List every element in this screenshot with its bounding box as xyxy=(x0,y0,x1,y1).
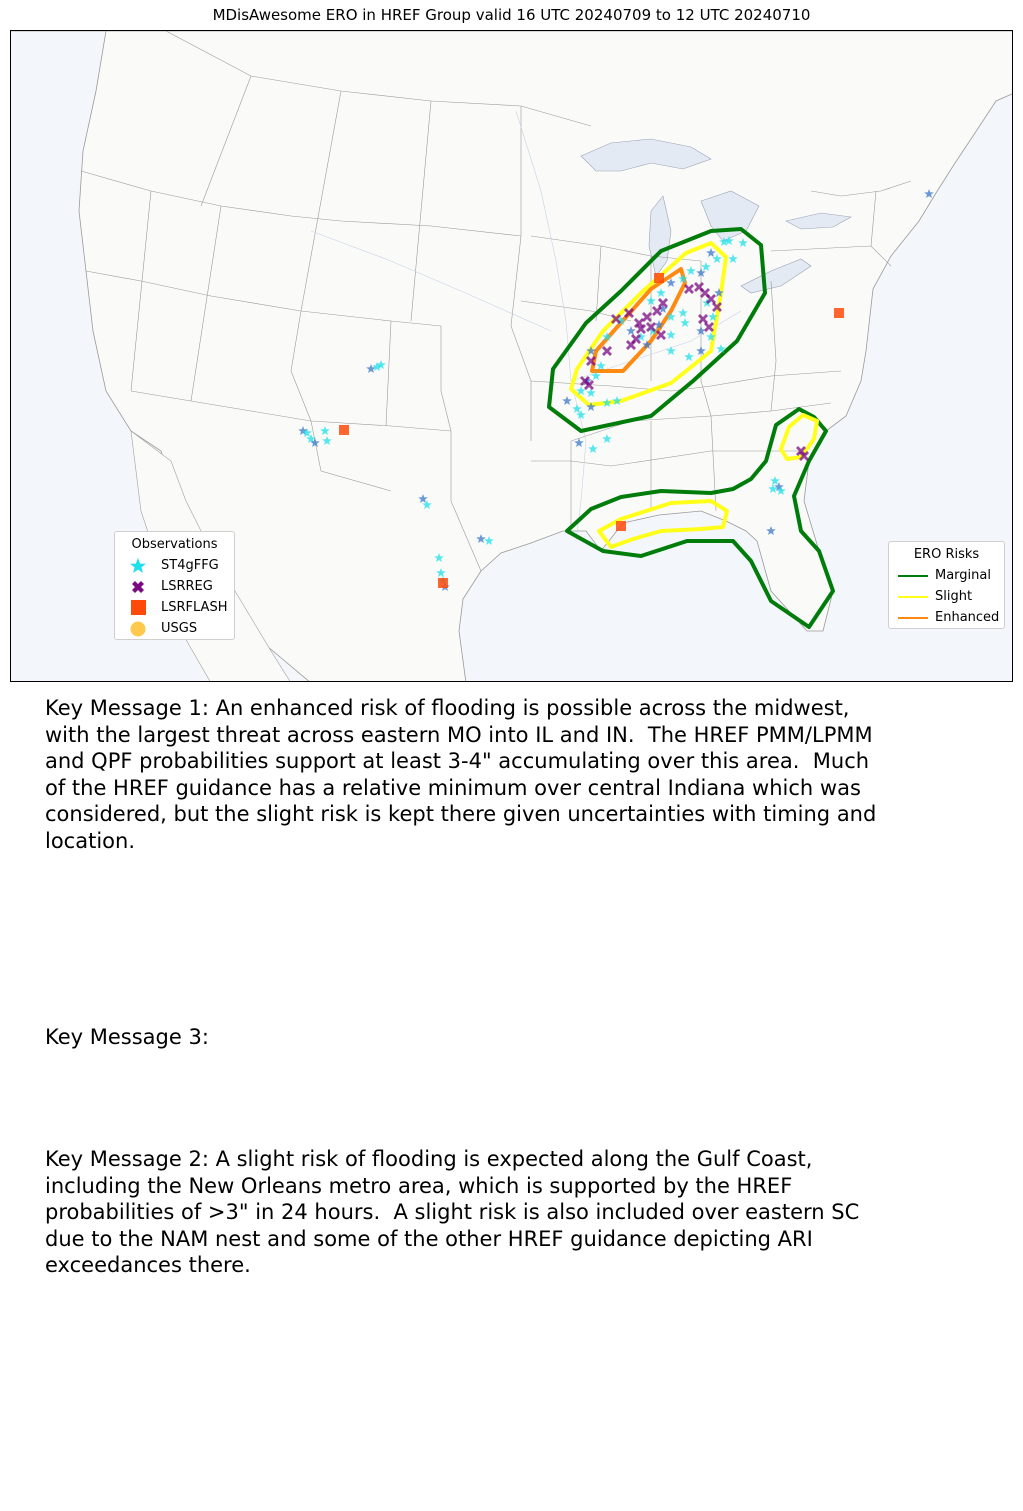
lsrflash-marker xyxy=(438,578,448,588)
legend-item-slight xyxy=(889,586,1004,607)
x-icon xyxy=(123,576,153,597)
observations-legend xyxy=(114,531,235,640)
legend-label-lsrreg: LSRREG xyxy=(161,579,213,594)
key-message-3: Key Message 3: xyxy=(45,1025,209,1049)
star-icon xyxy=(123,555,153,576)
slight-line-icon xyxy=(897,586,929,607)
lsrflash-marker xyxy=(834,308,844,318)
observations-legend-title: Observations xyxy=(131,537,218,552)
enhanced-line-icon xyxy=(897,607,929,628)
map-title: MDisAwesome ERO in HREF Group valid 16 UTC 20240709 to 12 UTC 20240710 xyxy=(212,6,811,24)
legend-item-st4gffg xyxy=(115,555,234,576)
lsrflash-marker xyxy=(339,425,349,435)
ero-risks-legend-title: ERO Risks xyxy=(913,547,980,562)
legend-item-marginal xyxy=(889,565,1004,586)
ero-risks-legend xyxy=(888,541,1005,629)
legend-label-usgs: USGS xyxy=(161,621,198,636)
lsrflash-marker xyxy=(654,273,664,283)
square-icon xyxy=(123,597,153,618)
legend-item-lsrflash xyxy=(115,597,234,618)
circle-icon xyxy=(123,618,153,639)
legend-label-enhanced: Enhanced xyxy=(935,610,1000,625)
key-message-1: Key Message 1: An enhanced risk of flooding is possible across the midwest, with the largest threat across eastern MO into IL and IN. The HREF PMM/LPMM and QPF probabilities support at least 3-4" accumulating over this area. Much of the HREF guidance has a relative minimum over central Indiana which was considered, but the slight risk is kept there given uncertainties with timing and location. xyxy=(45,696,877,853)
lsrflash-marker xyxy=(616,521,626,531)
legend-item-usgs xyxy=(115,618,234,639)
legend-item-enhanced xyxy=(889,607,1004,628)
legend-label-st4gffg: ST4gFFG xyxy=(161,558,219,573)
key-message-2: Key Message 2: A slight risk of flooding is expected along the Gulf Coast, including the New Orleans metro area, which is supported by the HREF probabilities of >3" in 24 hours. A slight risk is also included over eastern SC due to the NAM nest and some of the other HREF guidance depicting ARI exceedances there. xyxy=(45,1147,860,1277)
legend-label-marginal: Marginal xyxy=(935,568,991,583)
legend-item-lsrreg xyxy=(115,576,234,597)
legend-label-lsrflash: LSRFLASH xyxy=(161,600,228,615)
marginal-line-icon xyxy=(897,565,929,586)
legend-label-slight: Slight xyxy=(935,589,973,604)
ero-map xyxy=(10,30,1013,682)
